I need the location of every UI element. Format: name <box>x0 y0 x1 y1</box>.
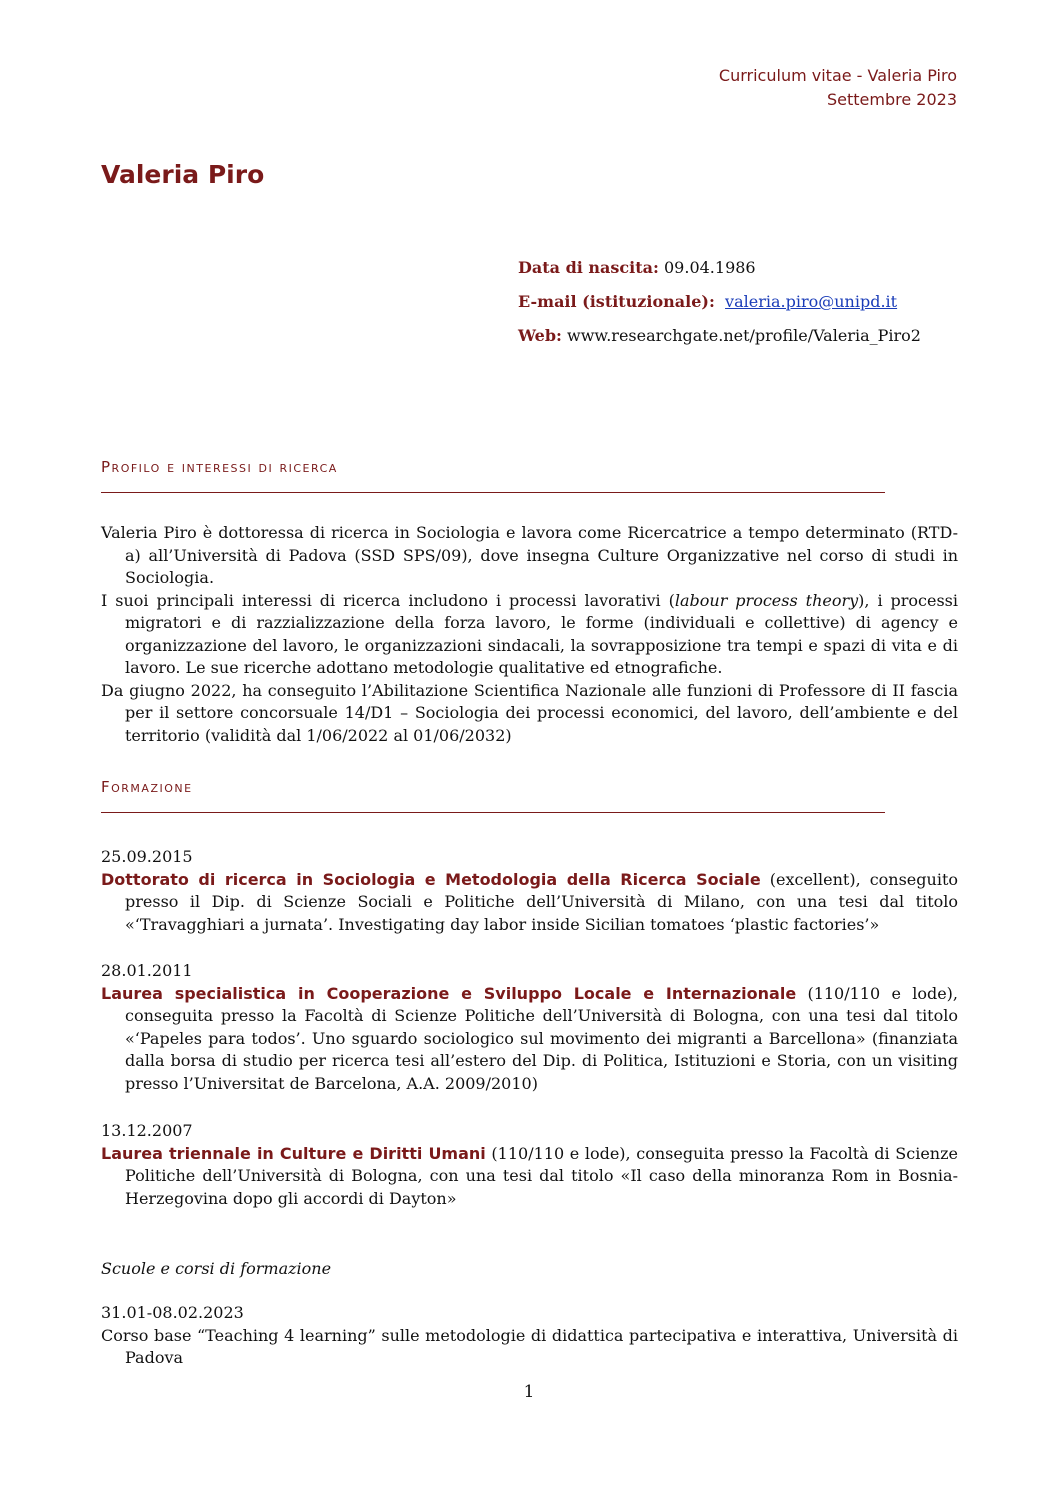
degree-details: (excellent), conseguito presso il Dip. di Scienze Sociali e Politiche dell’Università di Milano, con una tesi dal titolo «‘Travagghiari a jurnata’. Investigating day labor inside Sicilian tomatoes ‘plastic factories’» <box>125 869 959 934</box>
education-item <box>101 1120 958 1210</box>
birth-value: 09.04.1986 <box>664 258 756 277</box>
education-item <box>101 960 958 1095</box>
degree-details: (110/110 e lode), conseguita presso la Facoltà di Scienze Politiche dell’Università di Bologna, con una tesi dal titolo «Il caso della minoranza Rom in Bosnia-Herzegovina dopo gli accordi di Dayton» <box>125 1143 959 1208</box>
course-item <box>101 1302 958 1370</box>
profile-paragraph: Da giugno 2022, ha conseguito l’Abilitazione Scientifica Nazionale alle funzioni di Professore di II fascia per il settore concorsuale 14/D1 – Sociologia dei processi economici, del lavoro, dell’ambiente e del territorio (validità dal 1/06/2022 al 01/06/2032) <box>101 680 958 745</box>
email-row <box>518 290 921 324</box>
education-entry <box>101 869 958 937</box>
education-date: 25.09.2015 <box>101 847 193 866</box>
web-label: Web: <box>518 326 562 345</box>
header-title: Curriculum vitae - Valeria Piro <box>718 66 957 85</box>
header-date: Settembre 2023 <box>826 90 957 109</box>
contact-info <box>518 256 921 358</box>
courses-subheading: Scuole e corsi di formazione <box>101 1259 332 1278</box>
degree-title: Laurea specialistica in Cooperazione e Sviluppo Locale e Internazionale <box>101 983 797 1003</box>
person-name: Valeria Piro <box>101 160 265 189</box>
education-item <box>101 846 958 936</box>
course-entry: Corso base “Teaching 4 learning” sulle metodologie di didattica partecipativa e interattiva, Università di Padova <box>101 1325 958 1367</box>
education-date: 28.01.2011 <box>101 961 193 980</box>
education-heading: Formazione <box>101 778 885 813</box>
education-section-header <box>101 778 885 813</box>
courses-subheading-block <box>101 1258 958 1281</box>
birth-label: Data di nascita: <box>518 258 659 277</box>
profile-section-header <box>101 458 885 493</box>
web-row <box>518 324 921 358</box>
profile-body <box>101 522 958 747</box>
page-number: 1 <box>523 1382 535 1402</box>
email-label: E-mail (istituzionale): <box>518 292 715 311</box>
education-date: 13.12.2007 <box>101 1121 193 1140</box>
web-value: www.researchgate.net/profile/Valeria_Piro2 <box>567 326 921 345</box>
profile-heading: Profilo e interessi di ricerca <box>101 458 885 493</box>
degree-title: Laurea triennale in Culture e Diritti Umani <box>101 1143 486 1163</box>
profile-text: I suoi principali interessi di ricerca includono i processi lavorativi ( <box>101 590 675 610</box>
education-entry <box>101 983 958 1096</box>
course-date: 31.01-08.02.2023 <box>101 1303 244 1322</box>
degree-title: Dottorato di ricerca in Sociologia e Metodologia della Ricerca Sociale <box>101 869 761 889</box>
birth-row <box>518 256 921 290</box>
profile-emphasis: labour process theory <box>674 590 859 610</box>
education-entry <box>101 1143 958 1211</box>
profile-paragraph <box>101 590 958 680</box>
profile-paragraph: Valeria Piro è dottoressa di ricerca in Sociologia e lavora come Ricercatrice a tempo determinato (RTD-a) all’Università di Padova (SSD SPS/09), dove insegna Culture Organizzative nel corso di studi in Sociologia. <box>101 523 958 587</box>
profile-text: ), i processi migratori e di razzializzazione della forza lavoro, le forme (individuali e collettive) di agency e organizzazione del lavoro, le organizzazioni sindacali, la sovrapposizione tra tempi e spazi di vita e di lavoro. Le sue ricerche adottano metodologie qualitative ed etnografiche. <box>125 590 959 677</box>
degree-details: (110/110 e lode), conseguita presso la Facoltà di Scienze Politiche dell’Università di Bologna, con una tesi dal titolo «‘Papeles para todos’. Uno sguardo sociologico sul movimento dei migranti a Barcellona» (finanziata dalla borsa di studio per ricerca tesi all’estero del Dip. di Politica, Istituzioni e Storia, con un visiting presso l’Universitat de Barcelona, A.A. 2009/2010) <box>125 983 958 1093</box>
running-header <box>719 64 957 112</box>
email-link[interactable]: valeria.piro@unipd.it <box>725 292 898 311</box>
